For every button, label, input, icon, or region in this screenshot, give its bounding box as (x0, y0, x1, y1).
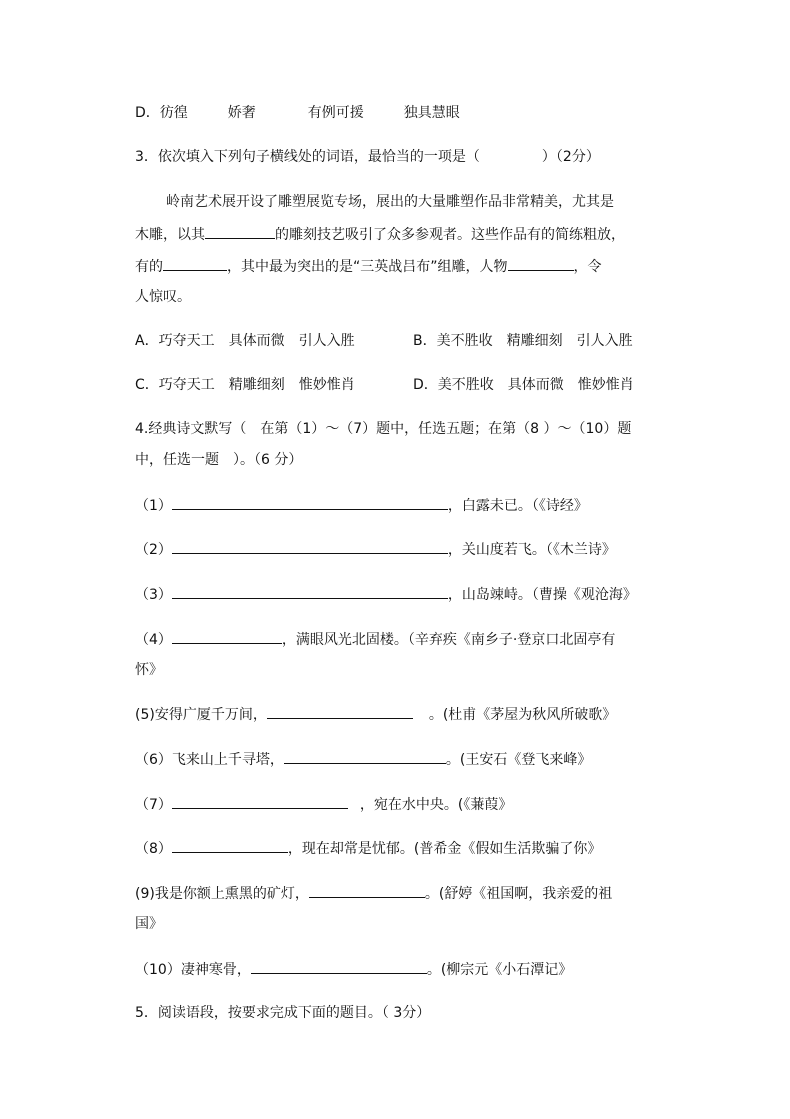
question-text: 4.经典诗文默写（ 在第（1）～（7）题中，任选五题；在第（8 ）～（10）题 (135, 421, 632, 437)
passage-text: 有的 (135, 259, 163, 275)
question-points: ）（2分） (541, 149, 600, 165)
passage-text: 人惊叹。 (135, 289, 191, 305)
item-number: (5) (135, 707, 155, 723)
option-label: D． (135, 105, 160, 121)
item-text: 。(舒婷《祖国啊，我亲爱的祖 (424, 886, 613, 902)
option-word: 彷徨 (159, 105, 188, 121)
item-text: 。(王安石《登飞来峰》 (445, 752, 592, 768)
q4-title (135, 419, 631, 439)
fill-blank[interactable] (172, 794, 348, 809)
item-text: 国》 (135, 916, 163, 932)
recite-item-9 (135, 883, 612, 904)
fill-blank[interactable] (508, 256, 574, 271)
item-text: 飞来山上千寻塔， (171, 752, 284, 768)
item-text: ，宛在水中央。(《蒹葭》 (359, 797, 513, 813)
passage-line (166, 192, 614, 212)
item-text: 凄神寒骨， (180, 962, 251, 978)
option-text: D．美不胜收 具体而微 惟妙惟肖 (413, 377, 634, 393)
item-text: ，山岛竦峙。（曹操《观沧海》 (447, 587, 637, 603)
item-text: 安得广厦千万间， (154, 707, 267, 723)
passage-text: 岭南艺术展开设了雕塑展览专场，展出的大量雕塑作品非常精美，尤其是 (166, 194, 614, 210)
q2-option-d (135, 103, 460, 123)
passage-text: 的雕刻技艺吸引了众多参观者。这些作品有的简练粗放， (275, 227, 625, 243)
fill-blank[interactable] (284, 749, 446, 764)
fill-blank[interactable] (309, 883, 425, 898)
question-text: 3．依次填入下列句子横线处的词语，最恰当的一项是（ (135, 149, 480, 165)
fill-blank[interactable] (163, 256, 227, 271)
fill-blank[interactable] (172, 495, 448, 510)
passage-text: ，令 (573, 259, 602, 275)
option-word: 独具慧眼 (403, 105, 460, 121)
q3-option-c (135, 375, 355, 395)
item-number: （7） (135, 797, 172, 813)
fill-blank[interactable] (267, 704, 413, 719)
q5-title (135, 1003, 430, 1023)
option-word: 娇奢 (227, 105, 256, 121)
recite-item-1 (135, 495, 588, 516)
q3-option-d (413, 375, 634, 395)
fill-blank[interactable] (172, 539, 448, 554)
fill-blank[interactable] (251, 959, 427, 974)
item-number: （1） (135, 498, 172, 514)
item-text: 。(杜甫《茅屋为秋风所破歌》 (428, 707, 617, 723)
recite-item-10 (135, 959, 572, 980)
passage-text: ，其中最为突出的是“三英战吕布”组雕，人物 (227, 259, 508, 275)
recite-item-3 (135, 584, 637, 605)
question-text: 5．阅读语段，按要求完成下面的题目。（ 3分） (135, 1005, 431, 1021)
item-text: ，现在却常是忧郁。(普希金《假如生活欺骗了你》 (287, 841, 602, 857)
recite-item-8 (135, 838, 601, 859)
recite-item-4-wrap (135, 660, 163, 680)
item-number: （2） (135, 542, 172, 558)
q3-option-a (135, 331, 355, 351)
option-word: 有例可援 (307, 105, 364, 121)
recite-item-2 (135, 539, 616, 560)
item-text: ，白露未已。（《诗经》 (447, 498, 588, 514)
item-number: （10） (135, 962, 181, 978)
item-text: 。(柳宗元《小石潭记》 (426, 962, 573, 978)
item-number: （4） (135, 632, 172, 648)
item-text: 我是你额上熏黑的矿灯， (154, 886, 309, 902)
item-number: （3） (135, 587, 172, 603)
item-number: （6） (135, 752, 172, 768)
q3-stem (135, 147, 600, 167)
recite-item-6 (135, 749, 591, 770)
passage-line (135, 256, 602, 277)
item-number: （8） (135, 841, 172, 857)
option-text: B．美不胜收 精雕细刻 引人入胜 (413, 333, 633, 349)
option-text: C．巧夺天工 精雕细刻 惟妙惟肖 (135, 377, 355, 393)
recite-item-9-wrap (135, 914, 163, 934)
fill-blank[interactable] (172, 584, 448, 599)
q4-title (135, 450, 302, 470)
question-text: 中，任选一题 ）。（6 分） (135, 452, 303, 468)
item-text: 怀》 (135, 662, 163, 678)
item-number: (9) (135, 886, 155, 902)
passage-line (135, 224, 625, 245)
item-text: ，满眼风光北固楼。（辛弃疾《南乡子·登京口北固亭有 (281, 632, 616, 648)
q3-option-b (413, 331, 633, 351)
option-text: A．巧夺天工 具体而微 引人入胜 (135, 333, 355, 349)
passage-line (135, 287, 191, 307)
item-text: ，关山度若飞。（《木兰诗》 (447, 542, 616, 558)
recite-item-7 (135, 794, 512, 815)
fill-blank[interactable] (172, 838, 288, 853)
recite-item-5 (135, 704, 616, 725)
recite-item-4 (135, 629, 615, 650)
fill-blank[interactable] (205, 224, 275, 239)
fill-blank[interactable] (172, 629, 282, 644)
passage-text: 木雕，以其 (135, 227, 205, 243)
